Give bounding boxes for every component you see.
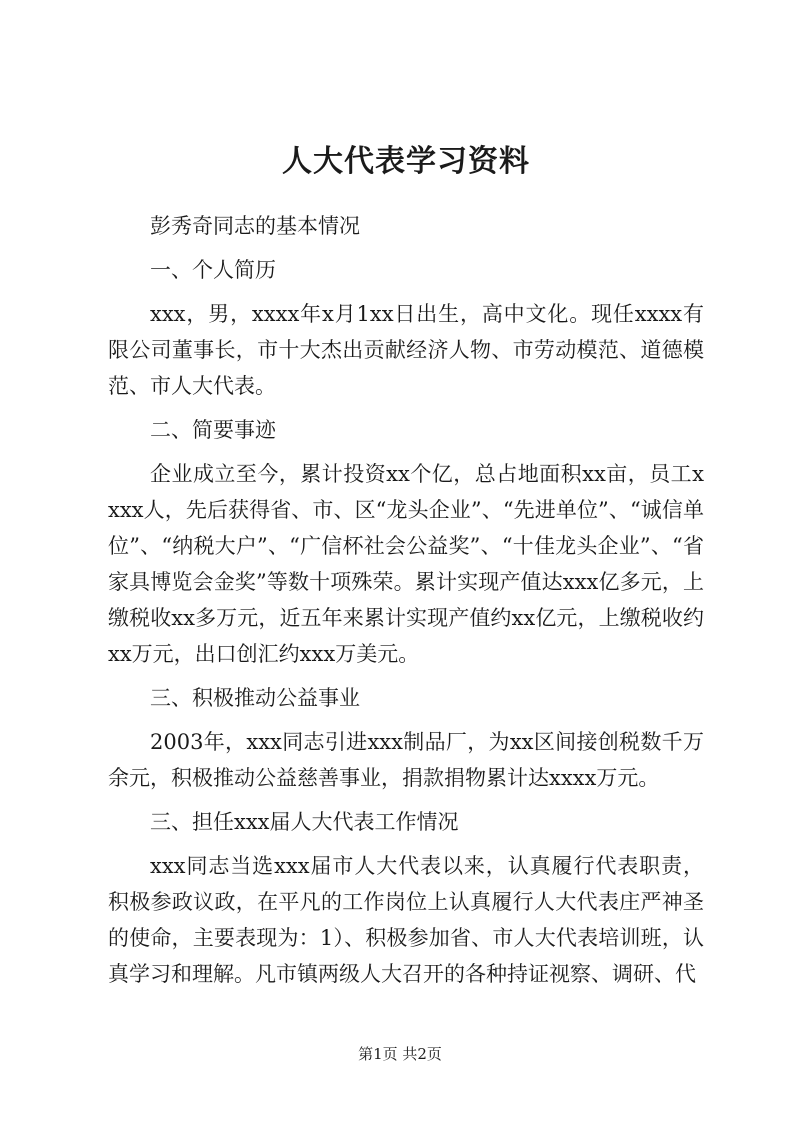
paragraph-deeds: 企业成立至今，累计投资xx个亿，总占地面积xx亩，员工xxxx人，先后获得省、市、区“龙头企业”、“先进单位”、“诚信单位”、“纳税大户”、“广信杯社会公益奖”、“十佳龙头企业”、“省家具博览会金奖”等数十项殊荣。累计实现产值达xxx亿多元，上缴税收xx多万元，近五年来累计实现产值约xx亿元，上缴税收约xx万元，出口创汇约xxx万美元。 bbox=[108, 462, 704, 666]
section-intro-heading: 彭秀奇同志的基本情况 bbox=[150, 214, 360, 238]
paragraph-resume: xxx，男，xxxx年x月1xx日出生，高中文化。现任xxxx有限公司董事长，市十大杰出贡献经济人物、市劳动模范、道德模范、市人大代表。 bbox=[108, 302, 704, 398]
section-heading-resume: 一、个人简历 bbox=[150, 258, 276, 282]
paragraph-representative-work: xxx同志当选xxx届市人大代表以来，认真履行代表职责，积极参政议政，在平凡的工作岗位上认真履行人大代表庄严神圣的使命，主要表现为：1）、积极参加省、市人大代表培训班，认真学习和理解。凡市镇两级人大召开的各种持证视察、调研、代 bbox=[108, 854, 704, 986]
section-heading-charity: 三、积极推动公益事业 bbox=[150, 686, 360, 710]
document-page bbox=[108, 140, 704, 1000]
paragraph-charity: 2003年，xxx同志引进xxx制品厂，为xx区间接创税数千万余元，积极推动公益慈善事业，捐款捐物累计达xxxx万元。 bbox=[108, 730, 704, 790]
page-footer: 第1页 共2页 bbox=[358, 1045, 442, 1063]
section-heading-deeds: 二、简要事迹 bbox=[150, 418, 276, 442]
section-heading-representative-work: 三、担任xxx届人大代表工作情况 bbox=[150, 810, 459, 834]
document-title: 人大代表学习资料 bbox=[282, 144, 530, 179]
